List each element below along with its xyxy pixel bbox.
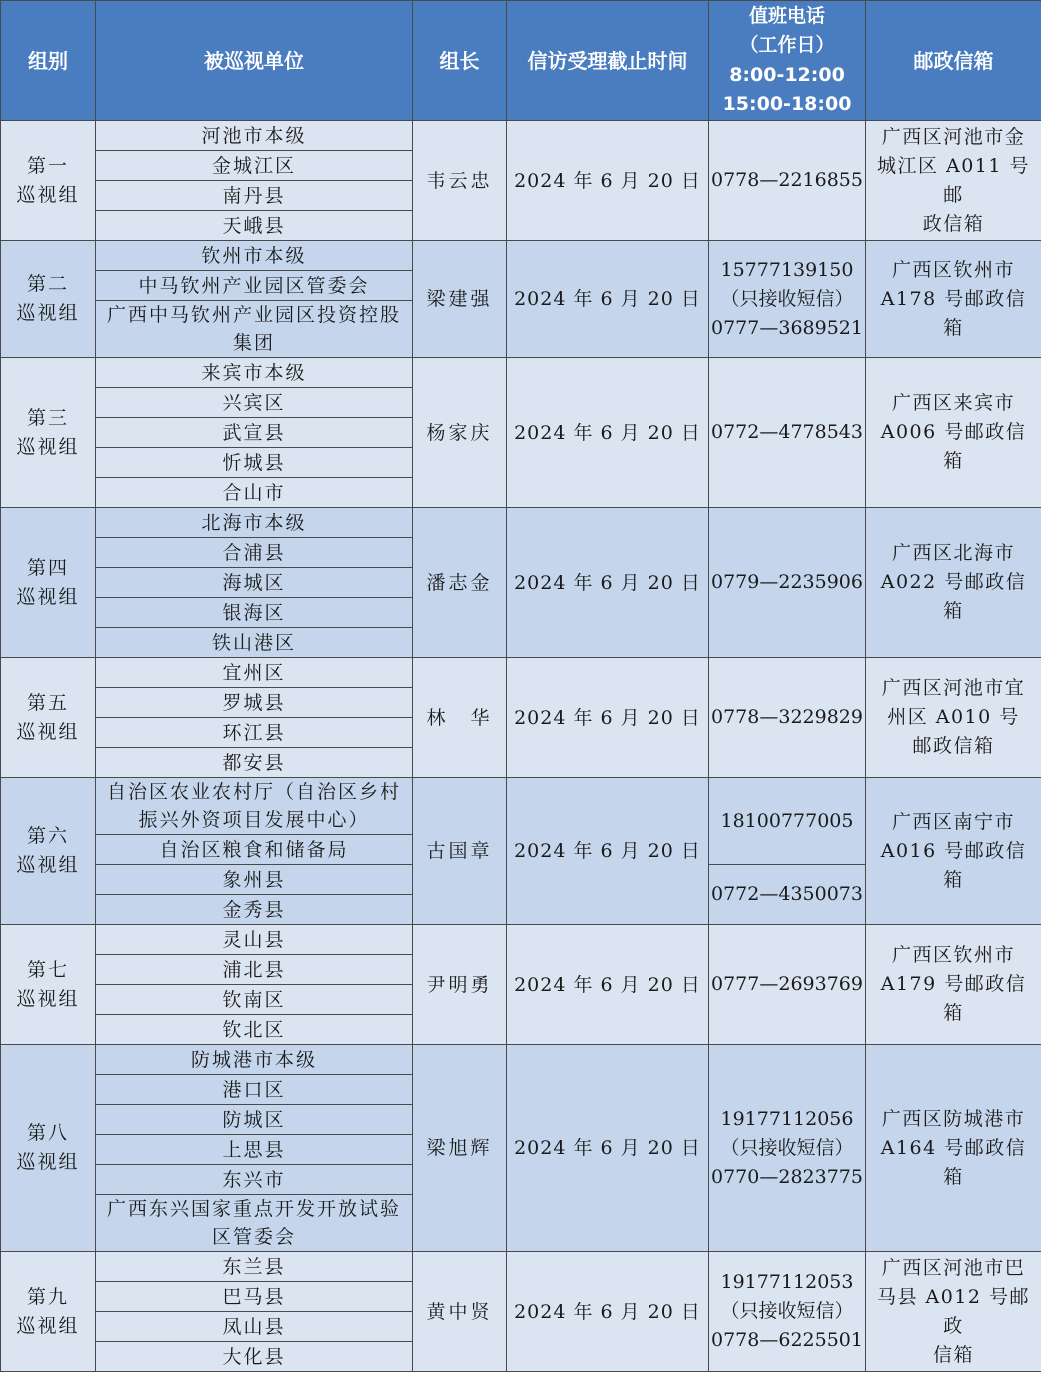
deadline-cell: 2024 年 6 月 20 日 xyxy=(507,1045,709,1252)
mail-cell xyxy=(866,508,1041,658)
phone-cell-line: 0778—3229829 xyxy=(711,706,863,728)
unit-cell: 宜州区 xyxy=(96,658,413,688)
unit-cell: 港口区 xyxy=(96,1075,413,1105)
unit-cell: 合山市 xyxy=(96,478,413,508)
mail-cell xyxy=(866,1252,1041,1372)
phone-cell xyxy=(709,658,866,778)
phone-cell xyxy=(709,241,866,358)
table-body xyxy=(1,121,1041,1372)
mail-cell-line: 广西区河池市巴 xyxy=(881,1256,1026,1279)
phone-cell xyxy=(709,1252,866,1372)
mail-cell-line: 广西区河池市金 xyxy=(881,125,1026,148)
group-name xyxy=(1,658,96,778)
unit-cell: 合浦县 xyxy=(96,538,413,568)
group-name-line: 第一 xyxy=(26,154,69,177)
unit-cell: 天峨县 xyxy=(96,211,413,241)
mail-cell xyxy=(866,241,1041,358)
group-name-line: 第五 xyxy=(26,691,69,714)
unit-cell: 灵山县 xyxy=(96,925,413,955)
phone-cell-line: 0770—2823775 xyxy=(711,1165,863,1188)
group-name-line: 第二 xyxy=(26,273,69,295)
mail-cell-line: 信箱 xyxy=(932,1343,974,1366)
group-name-line: 第九 xyxy=(26,1285,69,1308)
unit-cell: 巴马县 xyxy=(96,1282,413,1312)
phone-cell xyxy=(709,358,866,508)
deadline-cell: 2024 年 6 月 20 日 xyxy=(507,1252,709,1372)
mail-cell xyxy=(866,925,1041,1045)
unit-cell: 都安县 xyxy=(96,748,413,778)
header-deadline: 信访受理截止时间 xyxy=(507,1,709,121)
mail-cell-line: 广西区钦州市 xyxy=(891,944,1015,966)
group-name-line: 第六 xyxy=(26,825,69,847)
unit-cell: 防城港市本级 xyxy=(96,1045,413,1075)
mail-cell xyxy=(866,778,1041,925)
table-row xyxy=(1,658,1041,688)
group-name-line: 第四 xyxy=(26,556,69,579)
deadline-cell: 2024 年 6 月 20 日 xyxy=(507,508,709,658)
table-row xyxy=(1,778,1041,835)
group-name xyxy=(1,508,96,658)
unit-cell: 浦北县 xyxy=(96,955,413,985)
phone-cell xyxy=(709,508,866,658)
mail-cell-line: A022 号邮政信箱 xyxy=(880,571,1027,622)
phone-cell-line: 19177112056 xyxy=(720,1107,854,1130)
unit-cell: 河池市本级 xyxy=(96,121,413,151)
group-name-line: 巡视组 xyxy=(16,1151,80,1173)
unit-cell: 广西中马钦州产业园区投资控股集团 xyxy=(96,301,413,358)
phone-cell-line: 15777139150 xyxy=(720,258,854,281)
mail-cell-line: 城江区 A011 号邮 xyxy=(876,154,1031,206)
leader-cell: 尹明勇 xyxy=(413,925,507,1045)
phone-cell-line: （只接收短信） xyxy=(720,287,854,310)
unit-cell: 兴宾区 xyxy=(96,388,413,418)
group-name xyxy=(1,241,96,358)
header-phone-sub: （工作日） xyxy=(739,34,835,57)
leader-cell: 杨家庆 xyxy=(413,358,507,508)
group-name xyxy=(1,121,96,241)
phone-cell xyxy=(709,925,866,1045)
unit-cell: 钦州市本级 xyxy=(96,241,413,271)
unit-cell: 金城江区 xyxy=(96,151,413,181)
mail-cell-line: 广西区防城港市 xyxy=(881,1107,1026,1130)
phone-cell-line: （只接收短信） xyxy=(720,1300,854,1322)
unit-cell: 南丹县 xyxy=(96,181,413,211)
leader-cell: 黄中贤 xyxy=(413,1252,507,1372)
leader-cell: 韦云忠 xyxy=(413,121,507,241)
phone-cell-line: 0777—3689521 xyxy=(711,316,863,339)
phone-cell-line: 0778—2216855 xyxy=(711,169,863,191)
group-name xyxy=(1,1045,96,1252)
mail-cell-line: 州区 A010 号 xyxy=(887,706,1020,728)
unit-cell: 大化县 xyxy=(96,1342,413,1372)
unit-cell: 海城区 xyxy=(96,568,413,598)
group-name-line: 巡视组 xyxy=(16,1314,80,1337)
phone-cell-line: （只接收短信） xyxy=(720,1136,854,1159)
deadline-cell: 2024 年 6 月 20 日 xyxy=(507,241,709,358)
leader-cell: 梁旭辉 xyxy=(413,1045,507,1252)
unit-cell: 东兴市 xyxy=(96,1165,413,1195)
group-name-line: 巡视组 xyxy=(16,585,80,608)
unit-cell: 自治区粮食和储备局 xyxy=(96,835,413,865)
unit-cell: 北海市本级 xyxy=(96,508,413,538)
mail-cell-line: A179 号邮政信箱 xyxy=(880,973,1027,1024)
group-name-line: 巡视组 xyxy=(16,435,80,458)
header-unit: 被巡视单位 xyxy=(96,1,413,121)
phone-cell xyxy=(709,121,866,241)
mail-cell-line: 广西区北海市 xyxy=(891,542,1015,564)
group-name xyxy=(1,358,96,508)
phone-cell-line: 0777—2693769 xyxy=(711,973,863,995)
header-phone-time2: 15:00-18:00 xyxy=(722,92,852,115)
unit-cell: 防城区 xyxy=(96,1105,413,1135)
header-phone xyxy=(709,1,866,121)
deadline-cell: 2024 年 6 月 20 日 xyxy=(507,358,709,508)
deadline-cell: 2024 年 6 月 20 日 xyxy=(507,925,709,1045)
group-name-line: 巡视组 xyxy=(16,302,80,324)
unit-cell: 金秀县 xyxy=(96,895,413,925)
group-name-line: 第三 xyxy=(26,406,69,429)
group-name-line: 巡视组 xyxy=(16,854,80,876)
group-name xyxy=(1,925,96,1045)
mail-cell xyxy=(866,658,1041,778)
mail-cell-line: A016 号邮政信箱 xyxy=(880,839,1027,891)
table-row xyxy=(1,508,1041,538)
mail-cell xyxy=(866,358,1041,508)
unit-cell: 中马钦州产业园区管委会 xyxy=(96,271,413,301)
leader-cell: 古国章 xyxy=(413,778,507,925)
leader-cell: 梁建强 xyxy=(413,241,507,358)
deadline-cell: 2024 年 6 月 20 日 xyxy=(507,778,709,925)
unit-cell: 钦南区 xyxy=(96,985,413,1015)
mail-cell-line: 政信箱 xyxy=(922,212,985,235)
table-row xyxy=(1,1045,1041,1075)
phone-cell-line: 19177112053 xyxy=(720,1271,854,1293)
deadline-cell: 2024 年 6 月 20 日 xyxy=(507,658,709,778)
mail-cell xyxy=(866,121,1041,241)
table-row xyxy=(1,1252,1041,1282)
header-leader: 组长 xyxy=(413,1,507,121)
header-row xyxy=(1,1,1041,121)
group-name-line: 巡视组 xyxy=(16,183,80,206)
mail-cell-line: 马县 A012 号邮政 xyxy=(876,1285,1031,1337)
mail-cell-line: 广西区河池市宜 xyxy=(881,677,1026,699)
mail-cell-line: 广西区来宾市 xyxy=(891,392,1015,414)
unit-cell: 广西东兴国家重点开发开放试验区管委会 xyxy=(96,1195,413,1252)
table-row xyxy=(1,358,1041,388)
group-name-line: 第八 xyxy=(26,1122,69,1144)
header-group: 组别 xyxy=(1,1,96,121)
phone-cell-line: 0772—4778543 xyxy=(711,421,863,443)
group-name-line: 第七 xyxy=(26,958,69,981)
mail-cell-line: 邮政信箱 xyxy=(912,735,995,757)
mail-cell-line: 广西区钦州市 xyxy=(891,258,1015,281)
group-name xyxy=(1,778,96,925)
table-row xyxy=(1,925,1041,955)
mail-cell-line: A178 号邮政信箱 xyxy=(880,287,1027,339)
phone-cell xyxy=(709,1045,866,1252)
deadline-cell: 2024 年 6 月 20 日 xyxy=(507,121,709,241)
mail-cell-line: A006 号邮政信箱 xyxy=(880,421,1027,472)
header-phone-time1: 8:00-12:00 xyxy=(729,63,845,86)
phone-cell: 0772—4350073 xyxy=(709,865,866,925)
unit-cell: 忻城县 xyxy=(96,448,413,478)
group-name-line: 巡视组 xyxy=(16,720,80,743)
table-row xyxy=(1,121,1041,151)
mail-cell-line: A164 号邮政信箱 xyxy=(880,1136,1027,1188)
unit-cell: 钦北区 xyxy=(96,1015,413,1045)
mail-cell-line: 广西区南宁市 xyxy=(891,810,1015,833)
unit-cell: 自治区农业农村厅（自治区乡村振兴外资项目发展中心） xyxy=(96,778,413,835)
unit-cell: 罗城县 xyxy=(96,688,413,718)
unit-cell: 环江县 xyxy=(96,718,413,748)
unit-cell: 来宾市本级 xyxy=(96,358,413,388)
mail-cell xyxy=(866,1045,1041,1252)
phone-cell-line: 0779—2235906 xyxy=(711,571,863,593)
unit-cell: 象州县 xyxy=(96,865,413,895)
unit-cell: 东兰县 xyxy=(96,1252,413,1282)
phone-cell: 18100777005 xyxy=(709,778,866,865)
group-name-line: 巡视组 xyxy=(16,987,80,1010)
phone-cell-line: 0778—6225501 xyxy=(711,1329,863,1351)
unit-cell: 武宣县 xyxy=(96,418,413,448)
table-row xyxy=(1,241,1041,271)
header-phone-title: 值班电话 xyxy=(748,4,825,27)
leader-cell: 林 华 xyxy=(413,658,507,778)
header-mail: 邮政信箱 xyxy=(866,1,1041,121)
unit-cell: 凤山县 xyxy=(96,1312,413,1342)
unit-cell: 上思县 xyxy=(96,1135,413,1165)
unit-cell: 银海区 xyxy=(96,598,413,628)
group-name xyxy=(1,1252,96,1372)
leader-cell: 潘志金 xyxy=(413,508,507,658)
unit-cell: 铁山港区 xyxy=(96,628,413,658)
